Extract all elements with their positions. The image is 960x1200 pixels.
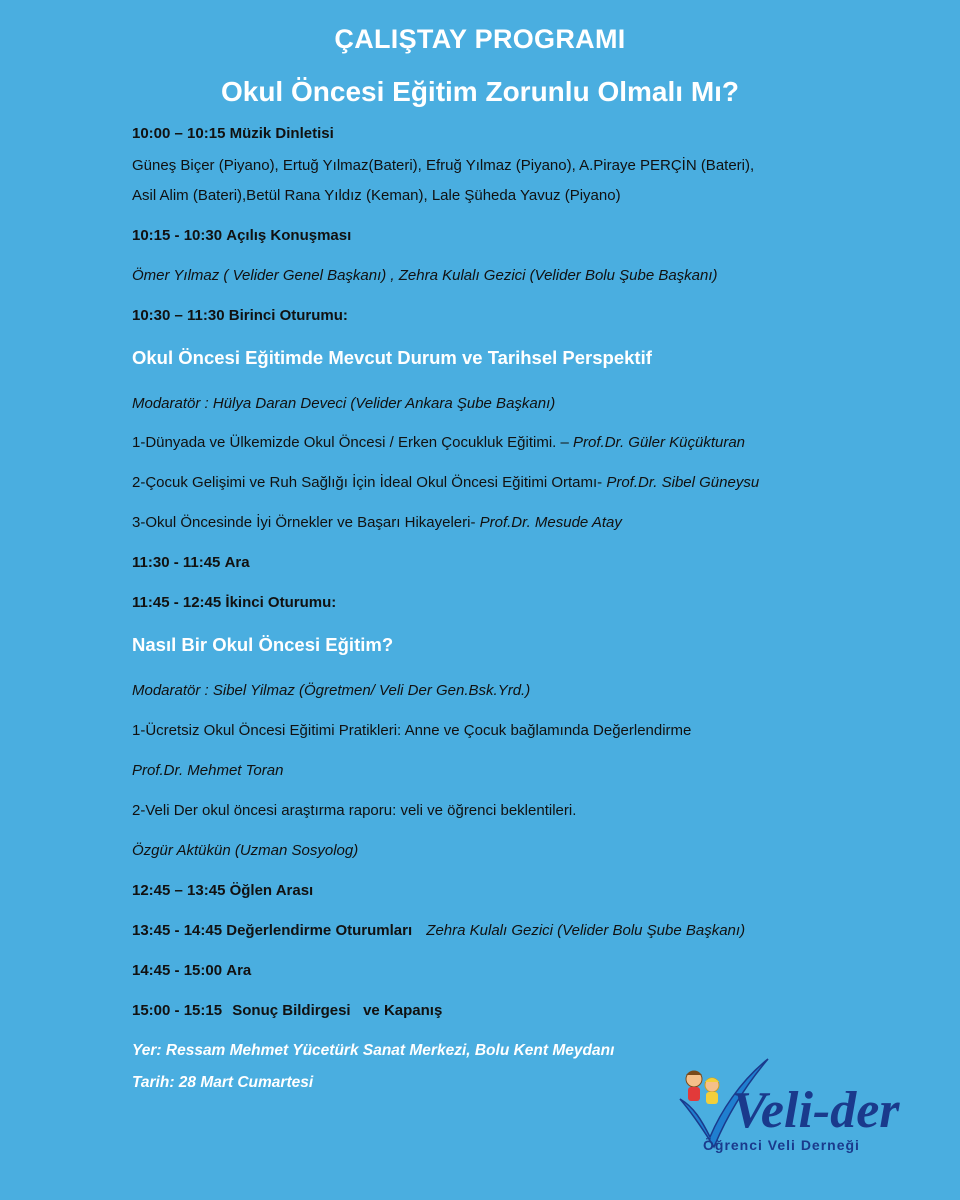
session2-talk-2-speaker: Özgür Aktükün (Uzman Sosyolog) — [132, 842, 359, 859]
closing-time: 15:00 - 15:15 — [132, 1002, 223, 1019]
evaluation-title: Değerlendirme Oturumları — [226, 922, 413, 939]
closing-row — [132, 1001, 932, 1021]
session1-title: Birinci Oturumu: — [228, 307, 348, 324]
talk-speaker: Prof.Dr. Mesude Atay — [479, 514, 622, 531]
lunch-time: 12:45 – 13:45 — [132, 882, 226, 899]
evaluation-time: 13:45 - 14:45 — [132, 922, 223, 939]
evaluation-speaker: Zehra Kulalı Gezici (Velider Bolu Şube Başkanı) — [426, 922, 746, 939]
session2-title: İkinci Oturumu: — [225, 594, 337, 611]
session1-talk-2 — [132, 473, 932, 493]
break2-title: Ara — [226, 962, 252, 979]
break2-row — [132, 961, 932, 981]
talk-text: 1-Dünyada ve Ülkemizde Okul Öncesi / Erken Çocukluk Eğitimi. – — [132, 434, 574, 451]
music-performers-1: Güneş Biçer (Piyano), Ertuğ Yılmaz(Bateri), Efruğ Yılmaz (Piyano), A.Piraye PERÇİN (Bateri), — [132, 157, 755, 174]
lunch-title: Öğlen Arası — [229, 882, 314, 899]
opening-time: 10:15 - 10:30 — [132, 227, 223, 244]
opening-title: Açılış Konuşması — [226, 227, 352, 244]
session2-talk-2: 2-Veli Der okul öncesi araştırma raporu: veli ve öğrenci beklentileri. — [132, 802, 577, 819]
break1-title: Ara — [224, 554, 250, 571]
page-subtitle: Okul Öncesi Eğitim Zorunlu Olmalı Mı? — [220, 76, 740, 107]
session2-talk-1-speaker: Prof.Dr. Mehmet Toran — [132, 762, 284, 779]
event-location: Yer: Ressam Mehmet Yücetürk Sanat Merkezi, Bolu Kent Meydanı — [132, 1042, 615, 1059]
session1-talk-1 — [132, 433, 932, 453]
music-row — [132, 124, 932, 144]
page-title: ÇALIŞTAY PROGRAMI — [334, 24, 626, 54]
music-title: Müzik Dinletisi — [229, 125, 334, 142]
session2-row — [132, 593, 932, 613]
lunch-row — [132, 881, 932, 901]
music-time: 10:00 – 10:15 — [132, 125, 226, 142]
session1-talk-3 — [132, 513, 932, 533]
talk-speaker: Prof.Dr. Güler Küçükturan — [573, 434, 746, 451]
talk-speaker: Prof.Dr. Sibel Güneysu — [606, 474, 760, 491]
music-performers-2: Asil Alim (Bateri),Betül Rana Yıldız (Keman), Lale Şüheda Yavuz (Piyano) — [132, 187, 621, 204]
evaluation-row — [132, 921, 932, 941]
opening-row — [132, 226, 932, 246]
session2-talk-1: 1-Ücretsiz Okul Öncesi Eğitimi Pratikleri: Anne ve Çocuk bağlamında Değerlendirme — [132, 722, 692, 739]
logo-tagline: Öğrenci Veli Derneği — [703, 1137, 860, 1153]
session1-time: 10:30 – 11:30 — [132, 307, 225, 324]
session1-moderator: Modaratör : Hülya Daran Deveci (Velider Ankara Şube Başkanı) — [132, 395, 556, 412]
logo-wordmark: Veli-der — [732, 1082, 900, 1139]
session2-time: 11:45 - 12:45 — [132, 594, 222, 611]
break2-time: 14:45 - 15:00 — [132, 962, 223, 979]
session2-heading: Nasıl Bir Okul Öncesi Eğitim? — [132, 634, 394, 655]
closing-title: Sonuç Bildirgesi ve Kapanış — [232, 1002, 443, 1019]
break1-time: 11:30 - 11:45 — [132, 554, 221, 571]
session1-row — [132, 306, 932, 326]
session1-heading: Okul Öncesi Eğitimde Mevcut Durum ve Tarihsel Perspektif — [132, 347, 652, 368]
session2-moderator: Modaratör : Sibel Yilmaz (Ögretmen/ Veli Der Gen.Bsk.Yrd.) — [132, 682, 531, 699]
talk-text: 2-Çocuk Gelişimi ve Ruh Sağlığı İçin İdeal Okul Öncesi Eğitimi Ortamı- — [132, 474, 607, 491]
opening-speakers: Ömer Yılmaz ( Velider Genel Başkanı) , Zehra Kulalı Gezici (Velider Bolu Şube Başkanı) — [132, 267, 718, 284]
talk-text: 3-Okul Öncesinde İyi Örnekler ve Başarı Hikayeleri- — [132, 514, 480, 531]
break1-row — [132, 553, 932, 573]
event-date: Tarih: 28 Mart Cumartesi — [132, 1074, 314, 1091]
